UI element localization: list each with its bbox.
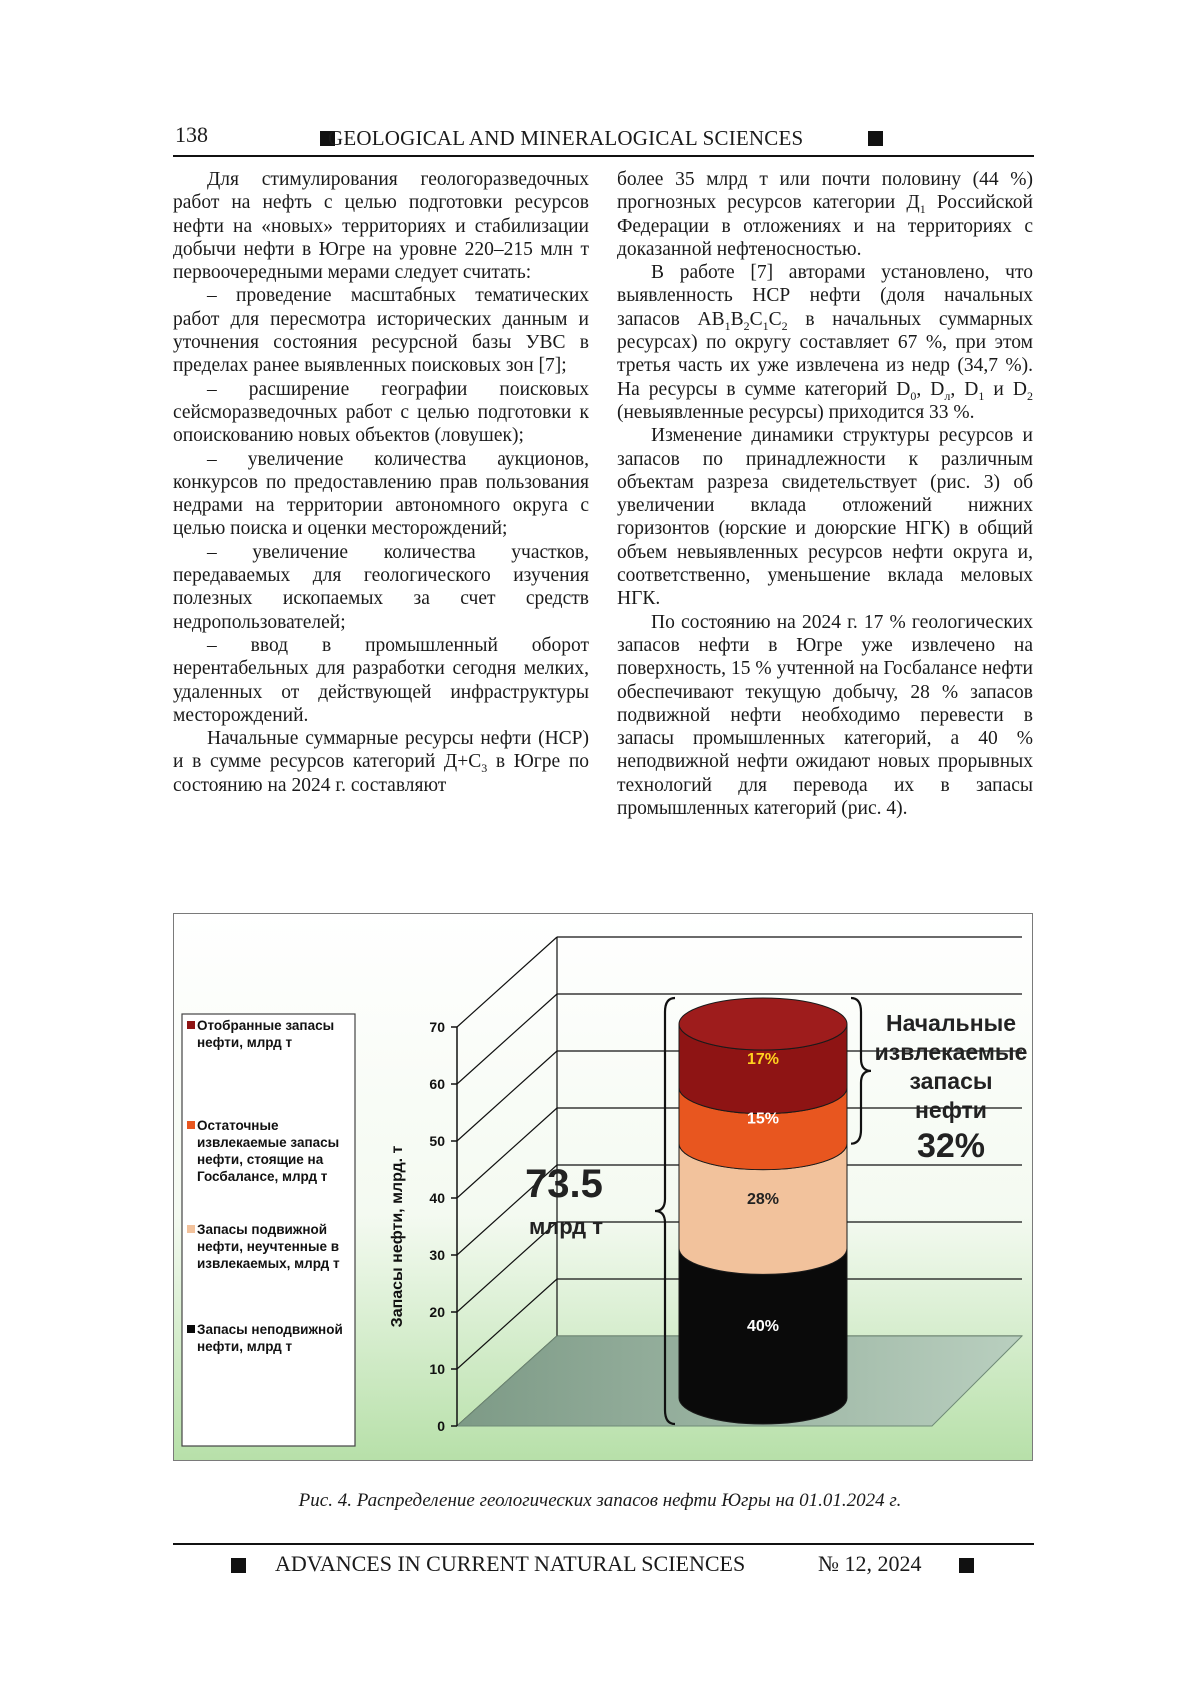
legend-swatch bbox=[187, 1121, 195, 1129]
page-number: 138 bbox=[175, 122, 208, 147]
paragraph: более 35 млрд т или почти половину (44 %) прогнозных ресурсов категории $Д_1$ Российской Федерации в отложениях и на территориях с доказанной нефтеносностью. bbox=[617, 169, 1033, 260]
footer-issue: № 12, 2024 bbox=[818, 1551, 922, 1576]
square-bullet-icon bbox=[959, 1558, 974, 1573]
paragraph: В работе [7] авторами установлено, что выявленность НСР нефти (доля начальных запасов $АВ_1В_2С_1С_2$ в начальных суммарных ресурсах) по округу составляет 67 %, при этом третья часть их уже извлечена из недр (34,7 %). На ресурсы в сумме категорий $D_0$, $D_л$, $D_1$ и $D_2$ (невыявленные ресурсы) приходится 33 %. bbox=[617, 262, 1033, 423]
paragraph: Изменение динамики структуры ресурсов и запасов по принадлежности к различным объектам разреза свидетельствует (рис. 3) об увеличении вклада отложений нижних горизонтов (юрские и доюрские НГК) в общий объем невыявленных ресурсов нефти округа и, соответственно, уменьшение вклада меловых НГК. bbox=[617, 425, 1033, 610]
footer-journal-title: ADVANCES IN CURRENT NATURAL SCIENCES bbox=[275, 1551, 746, 1576]
list-item: – увеличение количества аукционов, конкурсов по предоставлению прав пользования недрами на территории автономного округа с целью поиска и оценки месторождений; bbox=[173, 448, 589, 540]
list-item: – проведение масштабных тематических работ для пересмотра исторических данным и уточнения состояния ресурсной базы УВС в пределах ранее выявленных поисковых зон [7]; bbox=[173, 285, 589, 377]
total-unit-label: млрд т bbox=[529, 1214, 603, 1239]
paragraph: По состоянию на 2024 г. 17 % геологических запасов нефти в Югре уже извлечено на поверхность, 15 % учтенной на Госбалансе нефти обеспечивают текущую добычу, 28 % запасов подвижной нефти необходимо перевести в запасы промышленных категорий, а 40 % неподвижной нефти ожидают новых прорывных технологий для перевода их в запасы промышленных категорий (рис. 4). bbox=[617, 611, 1033, 820]
recoverable-label-line: запасы bbox=[909, 1068, 993, 1094]
right-text-column bbox=[617, 168, 1033, 820]
y-tick-label: 20 bbox=[429, 1304, 445, 1320]
square-bullet-icon bbox=[231, 1558, 246, 1573]
recoverable-percent-label: 32% bbox=[916, 1127, 986, 1165]
cylinder-top bbox=[679, 998, 847, 1050]
legend-label: нефти, млрд т bbox=[197, 1339, 293, 1354]
legend-swatch bbox=[187, 1325, 195, 1333]
recoverable-label-line: Начальные bbox=[885, 1010, 1017, 1036]
legend-label: Остаточные bbox=[197, 1118, 279, 1133]
header-rule bbox=[173, 155, 1034, 157]
y-tick-label: 10 bbox=[429, 1361, 445, 1377]
y-tick-label: 50 bbox=[429, 1133, 445, 1149]
y-tick-label: 70 bbox=[429, 1019, 445, 1035]
segment-percent-label: 15% bbox=[746, 1110, 780, 1128]
legend-label: нефти, неучтенные в bbox=[197, 1239, 340, 1254]
running-header-title: GEOLOGICAL AND MINERALOGICAL SCIENCES bbox=[328, 126, 804, 150]
segment-percent-label: 28% bbox=[746, 1191, 780, 1209]
legend-swatch bbox=[187, 1225, 195, 1233]
list-item: – расширение географии поисковых сейсморазведочных работ с целью подготовки к опоискованию новых объектов (ловушек); bbox=[173, 378, 589, 447]
legend-label: извлекаемых, млрд т bbox=[197, 1256, 340, 1271]
list-item: – увеличение количества участков, передаваемых для геологического изучения полезных ископаемых за счет средств недропользователей; bbox=[173, 541, 589, 633]
legend-label: Госбалансе, млрд т bbox=[197, 1169, 328, 1184]
y-tick-label: 40 bbox=[429, 1190, 445, 1206]
recoverable-label-line: нефти bbox=[915, 1097, 987, 1123]
legend-label: извлекаемые запасы bbox=[197, 1135, 340, 1150]
legend-label: нефти, млрд т bbox=[197, 1035, 293, 1050]
y-tick-label: 0 bbox=[437, 1418, 445, 1434]
y-tick-label: 60 bbox=[429, 1076, 445, 1092]
legend-swatch bbox=[187, 1021, 195, 1029]
legend-label: Отобранные запасы bbox=[197, 1018, 335, 1033]
recoverable-label-line: извлекаемые bbox=[874, 1039, 1028, 1065]
legend-label: Запасы подвижной bbox=[197, 1222, 328, 1237]
figure-chart bbox=[173, 913, 1033, 1461]
left-text-column bbox=[173, 168, 589, 797]
segment-percent-label: 40% bbox=[746, 1318, 780, 1336]
paragraph: Для стимулирования геологоразведочных работ на нефть с целью подготовки ресурсов нефти на «новых» территориях и стабилизации добычи нефти в Югре на уровне 220–215 млн т первоочередными мерами следует считать: bbox=[173, 169, 589, 284]
y-axis-label: Запасы нефти, млрд. т bbox=[389, 1145, 406, 1328]
y-tick-label: 30 bbox=[429, 1247, 445, 1263]
list-item: – ввод в промышленный оборот нерентабельных для разработки сегодня мелких, удаленных от действующей инфраструктуры месторождений. bbox=[173, 634, 589, 726]
segment-percent-label: 17% bbox=[746, 1050, 780, 1068]
figure-caption: Рис. 4. Распределение геологических запасов нефти Югры на 01.01.2024 г. bbox=[298, 1490, 902, 1511]
total-value-label: 73.5 bbox=[525, 1162, 603, 1206]
legend-label: Запасы неподвижной bbox=[197, 1322, 343, 1337]
square-bullet-icon bbox=[868, 131, 883, 146]
legend-label: нефти, стоящие на bbox=[197, 1152, 324, 1167]
chart-svg bbox=[174, 914, 1032, 1460]
paragraph: Начальные суммарные ресурсы нефти (НСР) и в сумме ресурсов категорий $Д+С_3$ в Югре по состоянию на 2024 г. составляют bbox=[173, 728, 590, 796]
footer-rule bbox=[173, 1543, 1034, 1545]
